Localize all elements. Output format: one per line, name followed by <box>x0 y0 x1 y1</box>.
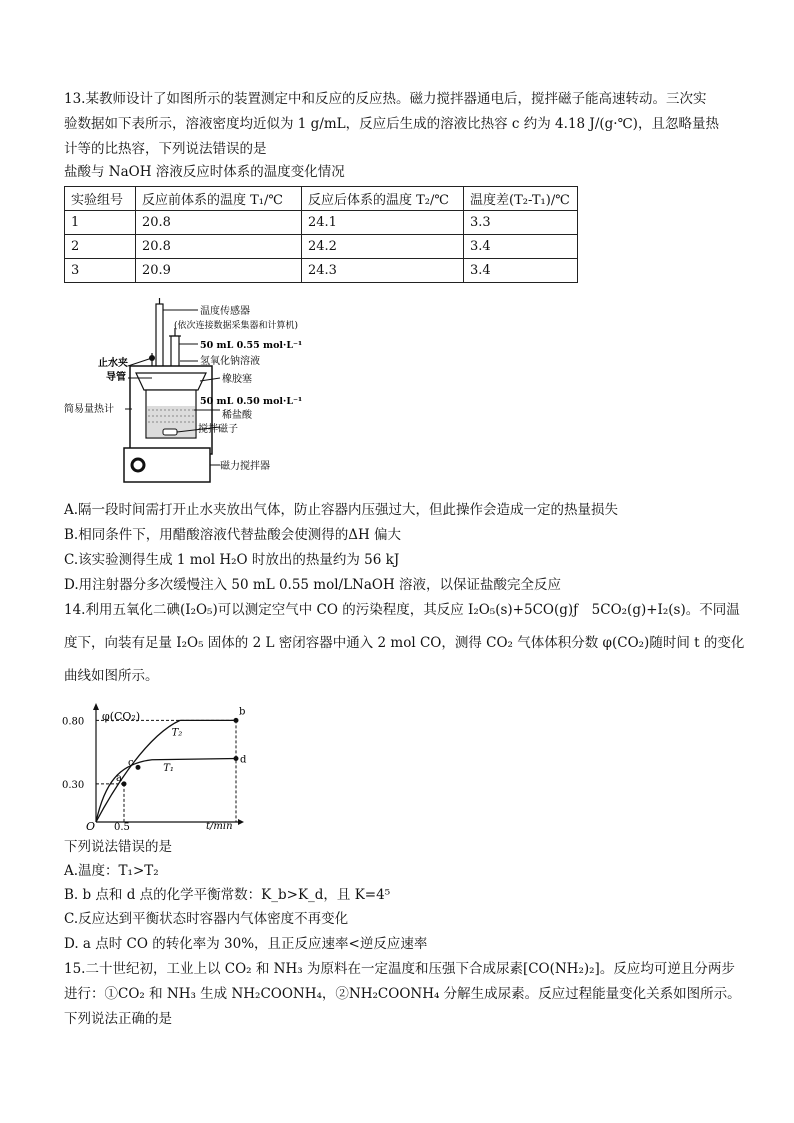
label-stopcock: 止水夹 <box>98 358 128 369</box>
series-label-t1: T₁ <box>163 763 174 775</box>
table-row <box>65 211 578 235</box>
table-row <box>65 235 578 259</box>
calorimeter-diagram <box>64 298 360 486</box>
q15-stem-line3: 下列说法正确的是 <box>64 1011 172 1027</box>
stir-bar <box>163 429 177 435</box>
table-header: 反应后体系的温度 T₂/℃ <box>302 187 464 211</box>
series-label-t2: T₂ <box>171 727 183 739</box>
co2-fraction-chart <box>60 700 250 833</box>
table-header: 温度差(T₂-T₁)/℃ <box>464 187 578 211</box>
y-tick-label: 0.80 <box>62 716 85 728</box>
y-axis-arrow-icon <box>93 703 99 710</box>
q13-stem-line1: 13.某教师设计了如图所示的装置测定中和反应的反应热。磁力搅拌器通电后，搅拌磁子能高速转动。三次实 <box>64 91 707 107</box>
point-d <box>234 756 239 761</box>
y-axis-label: φ(CO₂) <box>102 710 141 723</box>
q13-stem-line3: 计等的比热容，下列说法错误的是 <box>64 141 267 157</box>
q14-option-c: C.反应达到平衡状态时容器内气体密度不再变化 <box>64 911 349 927</box>
q14-option-b: B. b 点和 d 点的化学平衡常数：K_b>K_d，且 K=4⁵ <box>64 887 391 903</box>
point-label-c: c <box>128 757 134 769</box>
label-calorimeter: 简易量热计 <box>64 404 114 415</box>
table-cell: 2 <box>65 235 136 259</box>
rubber-stopper <box>136 373 206 390</box>
table-cell: 20.9 <box>136 259 302 283</box>
table-header: 实验组号 <box>65 187 136 211</box>
label-tube: 导管 <box>106 372 126 383</box>
label-stir-bar: 搅拌磁子 <box>198 424 238 435</box>
label-sensor-note: (依次连接数据采集器和计算机) <box>174 321 299 331</box>
q14-option-a: A.温度：T₁>T₂ <box>64 863 159 879</box>
table-cell: 3 <box>65 259 136 283</box>
label-naoh-amount: 50 mL 0.55 mol·L⁻¹ <box>200 340 303 351</box>
label-sensor: 温度传感器 <box>200 306 250 317</box>
temperature-table <box>64 186 578 283</box>
q14-stem-line2: 度下，向装有足量 I₂O₅ 固体的 2 L 密闭容器中通入 2 mol CO，测得 CO₂ 气体体积分数 φ(CO₂)随时间 t 的变化 <box>64 635 745 651</box>
stirrer-knob-icon <box>132 459 144 471</box>
q13-option-b: B.相同条件下，用醋酸溶液代替盐酸会使测得的ΔH 偏大 <box>64 527 402 543</box>
point-c <box>136 765 141 770</box>
q14-stem-line1: 14.利用五氧化二碘(I₂O₅)可以测定空气中 CO 的污染程度，其反应 I₂O₅(s)+5CO(g)ƒ 5CO₂(g)+I₂(s)。不同温 <box>64 602 740 618</box>
label-stirrer: 磁力搅拌器 <box>220 461 270 472</box>
q13-stem-line2: 验数据如下表所示，溶液密度均近似为 1 g/mL，反应后生成的溶液比热容 c 约为 4.18 J/(g·℃)，且忽略量热 <box>64 116 719 132</box>
table-row <box>65 259 578 283</box>
table-cell: 3.4 <box>464 235 578 259</box>
table-cell: 24.1 <box>302 211 464 235</box>
table-cell: 3.4 <box>464 259 578 283</box>
q14-option-d: D. a 点时 CO 的转化率为 30%，且正反应速率<逆反应速率 <box>64 936 428 952</box>
point-label-b: b <box>239 706 246 718</box>
q15-stem-line2: 进行：①CO₂ 和 NH₃ 生成 NH₂COONH₄，②NH₂COONH₄ 分解生成尿素。反应过程能量变化关系如图所示。 <box>64 986 741 1002</box>
table-cell: 20.8 <box>136 235 302 259</box>
point-a <box>122 781 127 786</box>
table-cell: 3.3 <box>464 211 578 235</box>
table-cell: 24.3 <box>302 259 464 283</box>
label-hcl-amount: 50 mL 0.50 mol·L⁻¹ <box>200 396 303 407</box>
x-axis-arrow-icon <box>238 819 244 825</box>
origin-label: O <box>86 820 96 833</box>
point-b <box>234 718 239 723</box>
table-header: 反应前体系的温度 T₁/℃ <box>136 187 302 211</box>
label-naoh: 氢氧化钠溶液 <box>200 356 260 367</box>
table-caption: 盐酸与 NaOH 溶液反应时体系的温度变化情况 <box>64 164 345 180</box>
y-tick-label: 0.30 <box>62 779 85 791</box>
table-cell: 1 <box>65 211 136 235</box>
label-stopper: 橡胶塞 <box>222 374 252 385</box>
x-axis-label: t/min <box>206 821 233 832</box>
table-header-row <box>65 187 578 211</box>
x-tick-label: 0.5 <box>114 822 130 833</box>
q14-question: 下列说法错误的是 <box>64 839 172 855</box>
q14-stem-line3: 曲线如图所示。 <box>64 668 159 684</box>
point-label-d: d <box>240 754 247 766</box>
label-hcl: 稀盐酸 <box>222 410 252 421</box>
point-label-a: a <box>116 772 122 784</box>
table-cell: 20.8 <box>136 211 302 235</box>
q13-option-c: C.该实验测得生成 1 mol H₂O 时放出的热量约为 56 kJ <box>64 552 400 568</box>
q13-option-d: D.用注射器分多次缓慢注入 50 mL 0.55 mol/LNaOH 溶液，以保证盐酸完全反应 <box>64 577 562 593</box>
q13-option-a: A.隔一段时间需打开止水夹放出气体，防止容器内压强过大，但此操作会造成一定的热量损失 <box>64 502 619 518</box>
q15-stem-line1: 15.二十世纪初，工业上以 CO₂ 和 NH₃ 为原料在一定温度和压强下合成尿素[CO(NH₂)₂]。反应均可逆且分两步 <box>64 961 735 977</box>
table-cell: 24.2 <box>302 235 464 259</box>
